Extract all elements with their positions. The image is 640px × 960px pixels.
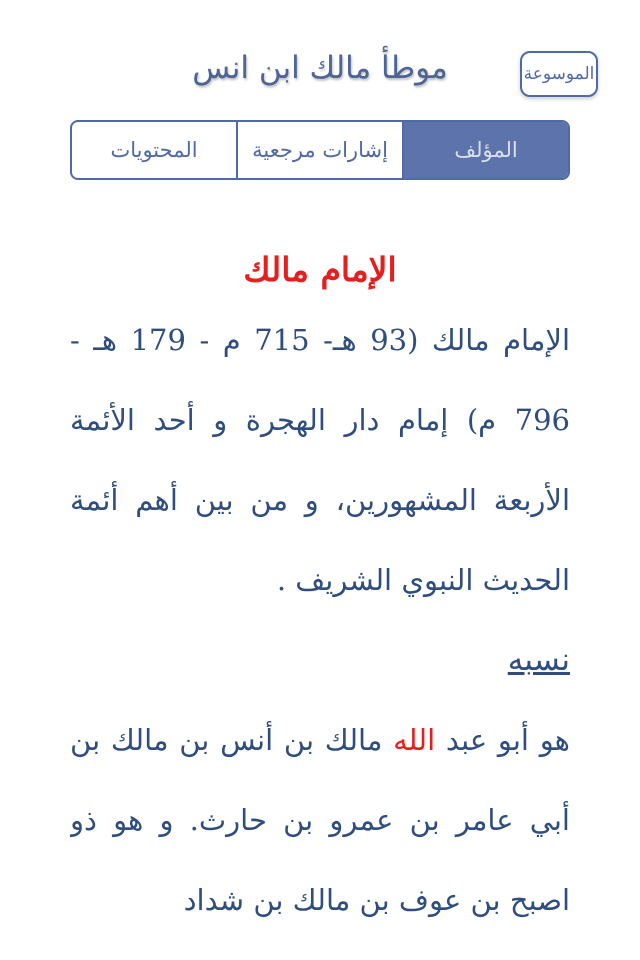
lineage-text-start: هو أبو عبد [435,723,570,757]
lineage-text-end: مالك بن أنس بن مالك بن أبي عامر بن عمرو بن حارث. و هو ذو اصبح بن عوف بن مالك بن شداد [70,723,570,917]
lineage-paragraph [70,700,570,920]
article-content[interactable] [70,240,570,920]
lineage-highlight: الله [393,723,436,757]
tab-author[interactable]: المؤلف [404,122,568,178]
tab-bar [70,120,570,180]
encyclopedia-button[interactable]: الموسوعة [520,51,598,97]
article-heading: الإمام مالك [243,250,397,289]
header-bar [0,0,640,110]
section-title-lineage: نسبه [507,642,570,678]
tab-bookmarks[interactable]: إشارات مرجعية [238,122,404,178]
intro-paragraph: الإمام مالك (93 هـ- 715 م - 179 هـ - 796 م) إمام دار الهجرة و أحد الأئمة الأربعة المشهورين، و من بين أهم أئمة الحديث النبوي الشريف . [70,323,570,597]
page-title: موطأ مالك ابن انس [192,50,448,86]
tab-contents[interactable]: المحتويات [72,122,238,178]
